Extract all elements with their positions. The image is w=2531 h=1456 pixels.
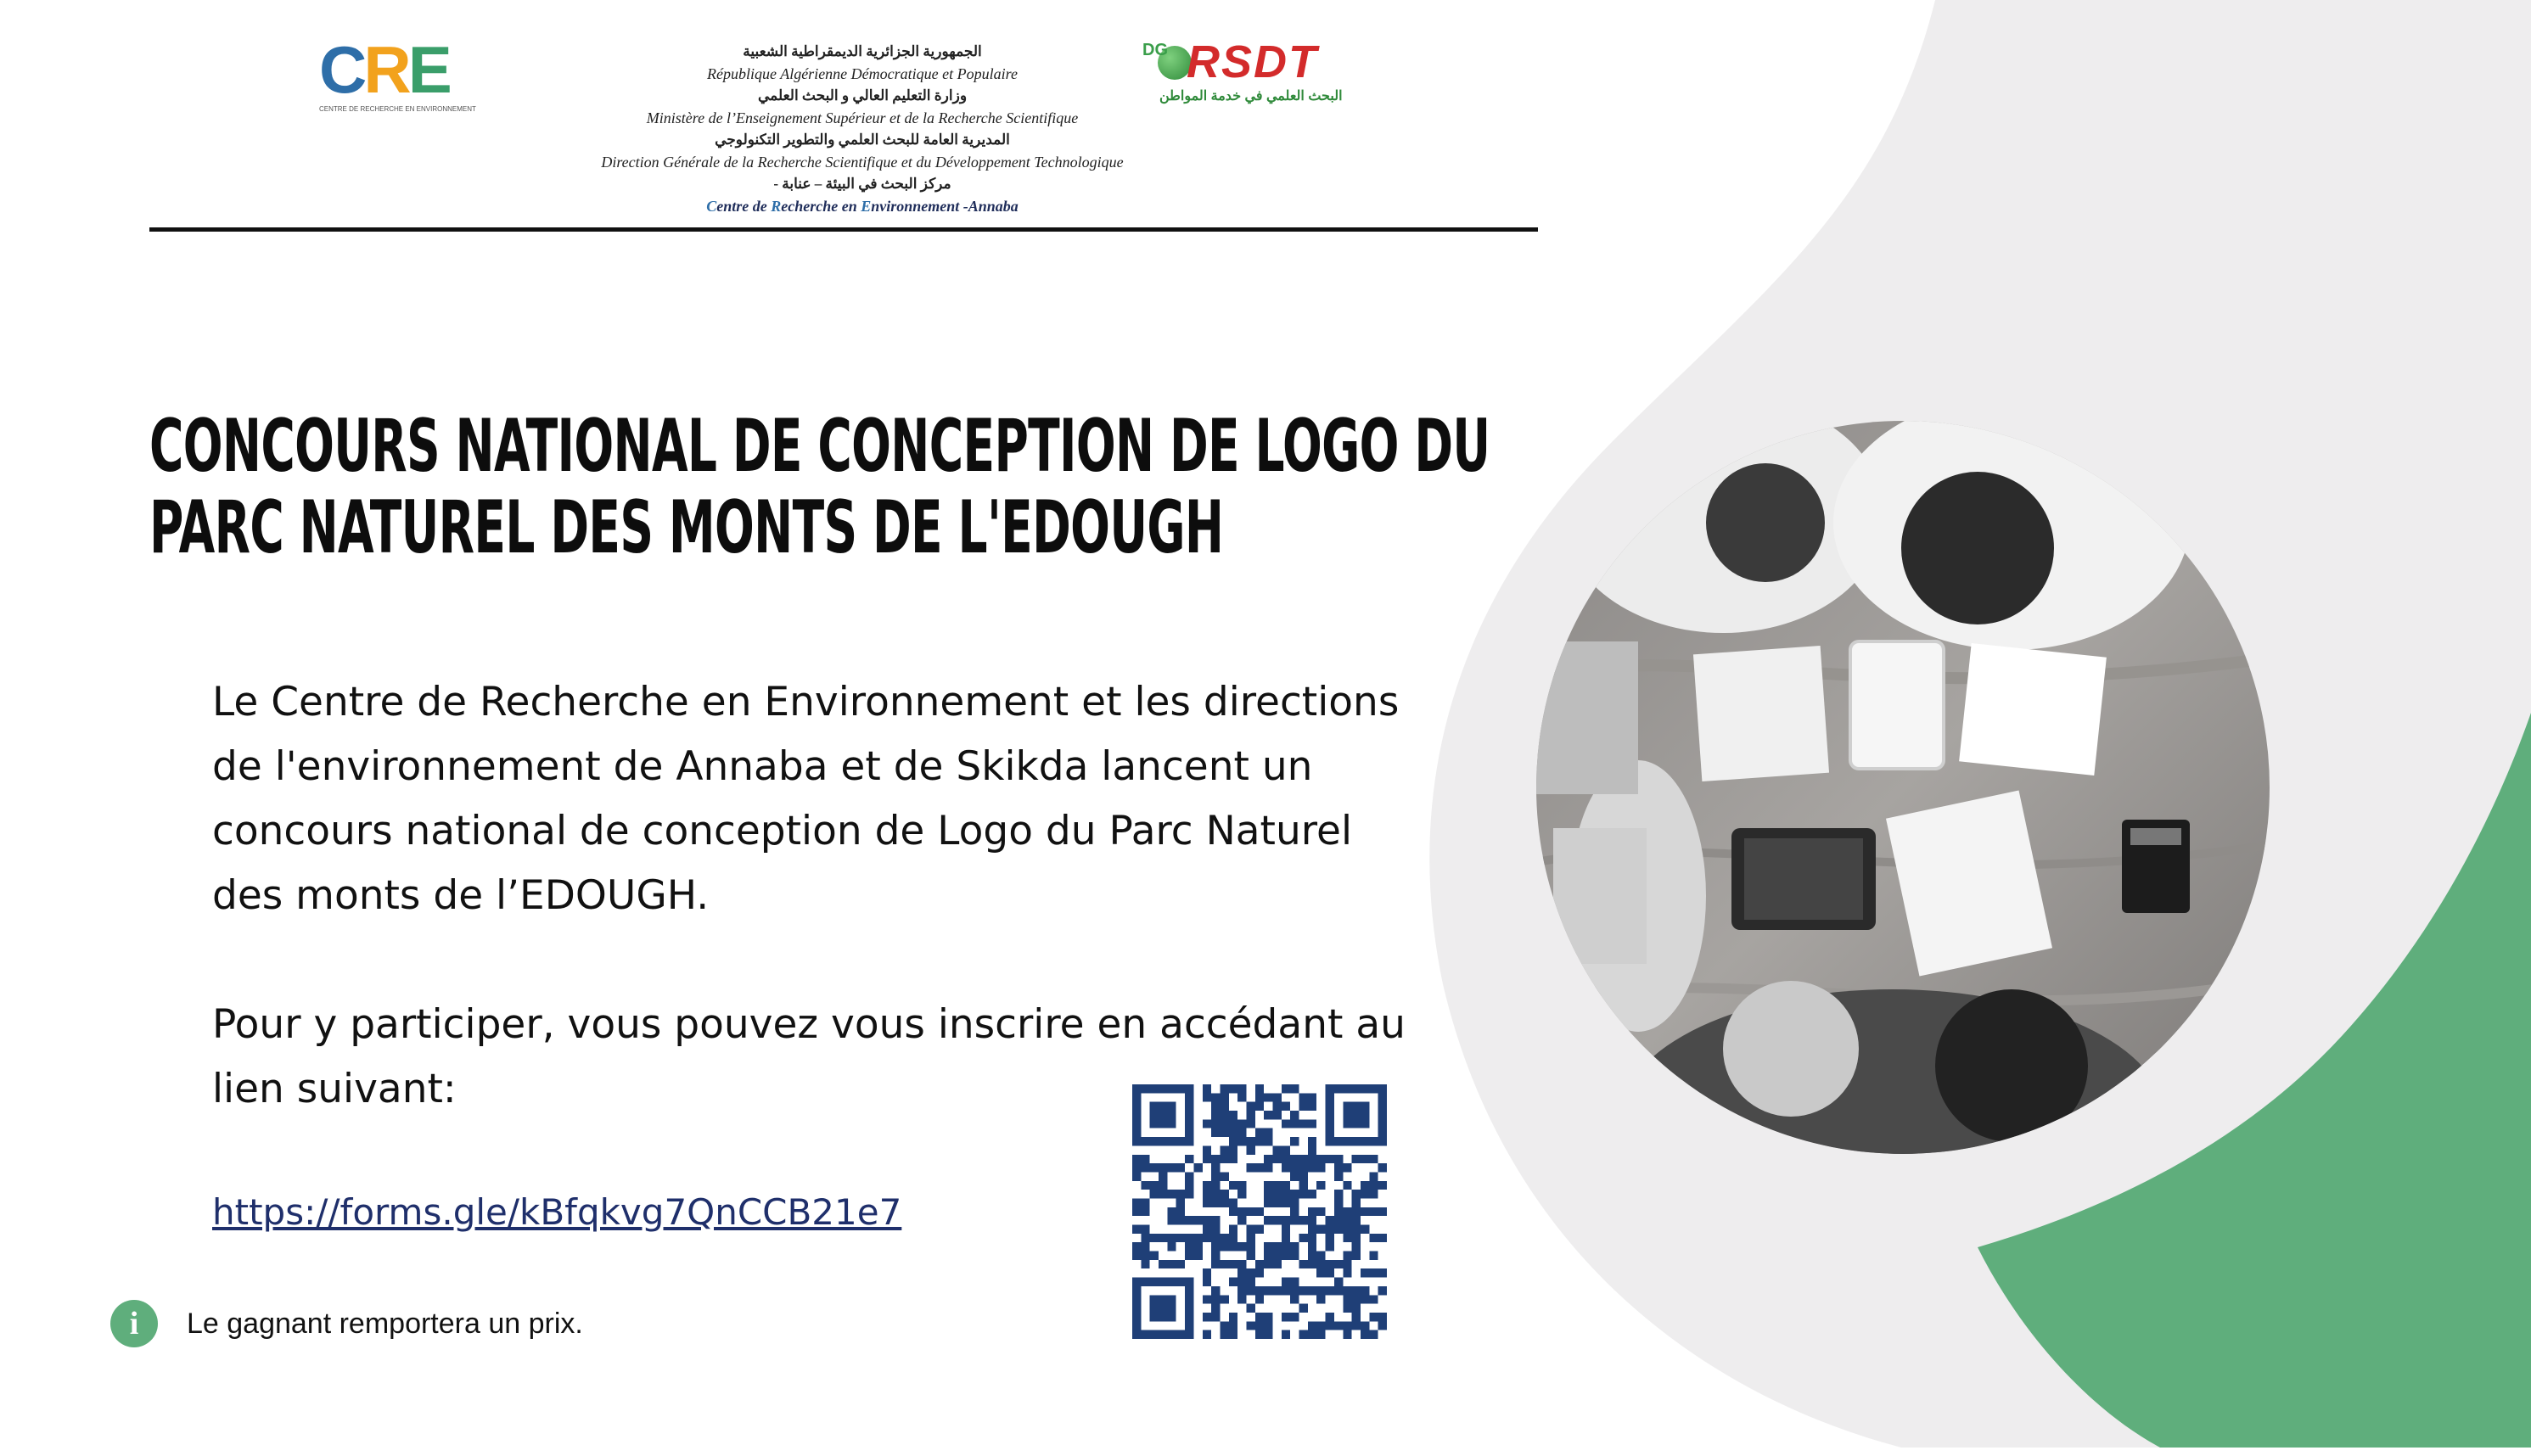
- institution-lines: [506, 41, 1219, 217]
- header-line-fr-1: République Algérienne Démocratique et Populaire: [707, 65, 1018, 82]
- cre-logo-c: C: [319, 32, 364, 107]
- meeting-photo: [1536, 421, 2270, 1154]
- title-line-2: PARC NATUREL DES MONTS DE L'EDOUGH: [149, 485, 1224, 570]
- header-line-ar-1: الجمهورية الجزائرية الديمقراطية الشعبية: [743, 43, 982, 59]
- cre-logo-r: R: [363, 32, 408, 107]
- info-note-text: Le gagnant remportera un prix.: [187, 1308, 583, 1340]
- header-line-ar-2: وزارة التعليم العالي و البحث العلمي: [757, 87, 968, 104]
- header-centre-name: Centre de Recherche en Environnement -Annaba: [706, 198, 1019, 215]
- paragraph-intro: Le Centre de Recherche en Environnement et les directions de l'environnement de Annaba et de Skikda lancent un concours national de conception de Logo du Parc Naturel des monts de l’EDOUGH.: [212, 679, 1400, 919]
- header-line-ar-3: المديرية العامة للبحث العلمي والتطوير التكنولوجي: [715, 132, 1010, 148]
- letterhead: [149, 17, 1538, 231]
- dgrsdt-logo-dg: DG: [1142, 41, 1168, 59]
- paragraph-participate: Pour y participer, vous pouvez vous inscrire en accédant au lien suivant:: [212, 1001, 1406, 1112]
- registration-link[interactable]: https://forms.gle/kBfqkvg7QnCCB21e7: [212, 1191, 902, 1233]
- page-title: [149, 404, 1490, 570]
- dgrsdt-logo-tagline: البحث العلمي في خدمة المواطن: [1159, 89, 1343, 104]
- header-line-fr-2: Ministère de l’Enseignement Supérieur et de la Recherche Scientifique: [646, 109, 1079, 126]
- header-line-ar-4: مركز البحث في البيئة – عنابة -: [773, 176, 951, 192]
- document-left: [1693, 646, 1829, 781]
- notebook: [1959, 643, 2107, 776]
- tablet-white: [1850, 641, 1944, 769]
- header-line-fr-3: Direction Générale de la Recherche Scientifique et du Développement Technologique: [601, 154, 1124, 171]
- header-divider: [149, 227, 1538, 232]
- cre-logo-subtitle: CENTRE DE RECHERCHE EN ENVIRONNEMENT: [319, 105, 476, 113]
- dgrsdt-logo: [1142, 29, 1397, 114]
- cre-logo: [319, 32, 476, 115]
- title-line-1: CONCOURS NATIONAL DE CONCEPTION DE LOGO DU: [149, 404, 1490, 489]
- cre-logo-e: E: [407, 32, 449, 107]
- qr-code[interactable]: [1132, 1084, 1387, 1339]
- info-note: [110, 1300, 583, 1347]
- folder: [1536, 641, 1638, 794]
- dgrsdt-logo-name: RSDT: [1187, 36, 1318, 87]
- info-icon: i: [110, 1300, 158, 1347]
- announcement-body: [212, 670, 1417, 1122]
